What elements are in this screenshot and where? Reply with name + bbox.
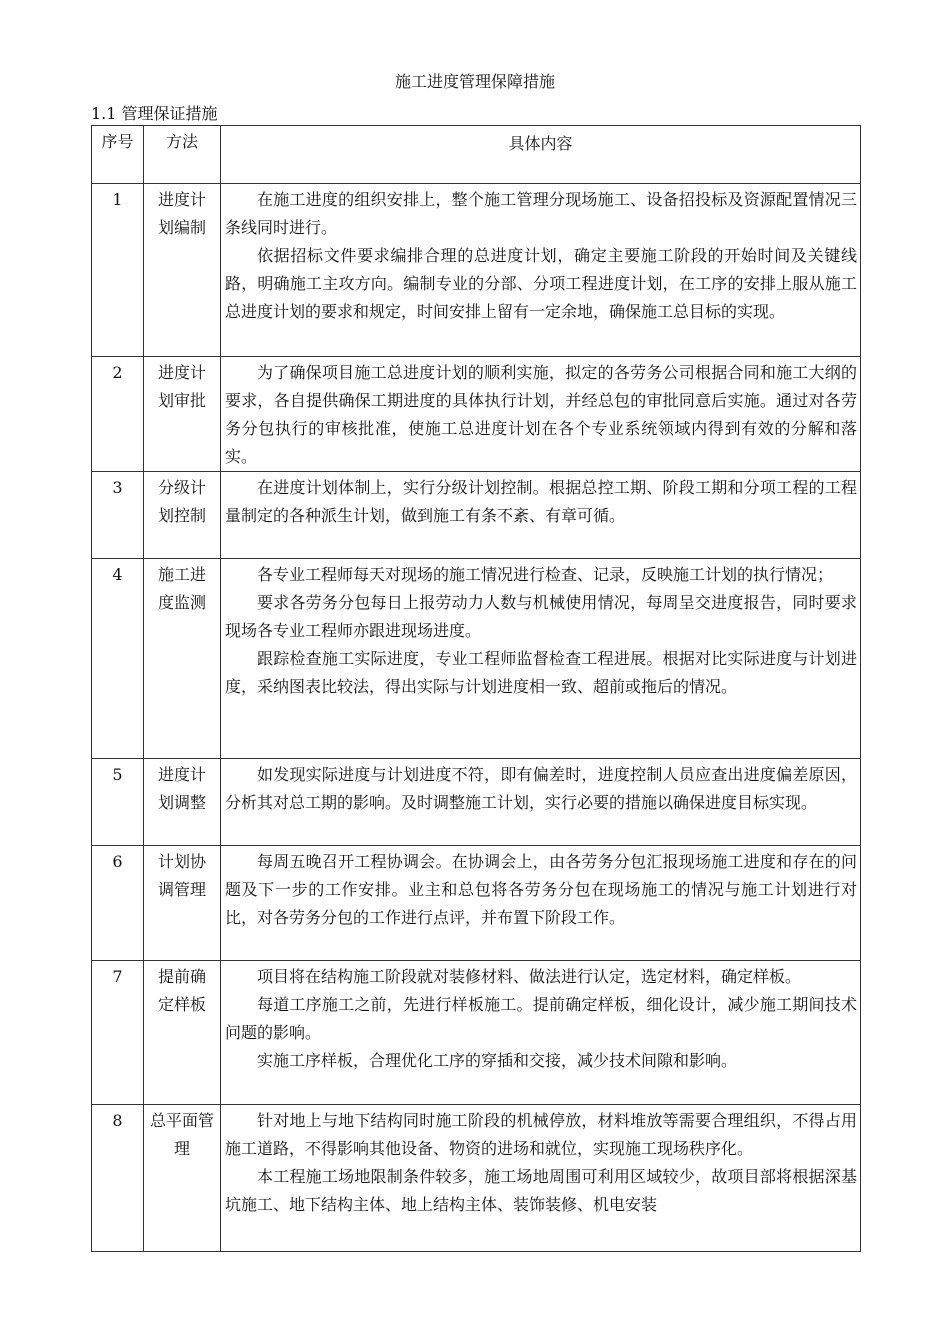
row-content [221,559,861,759]
table-row [92,759,861,846]
content-paragraph: 针对地上与地下结构同时施工阶段的机械停放，材料堆放等需要合理组织，不得占用施工道路，不得影响其他设备、物资的进场和就位，实现施工现场秩序化。 [225,1111,857,1158]
content-paragraph: 每周五晚召开工程协调会。在协调会上，由各劳务分包汇报现场施工进度和存在的问题及下一步的工作安排。业主和总包将各劳务分包在现场施工的情况与施工计划进行对比，对各劳务分包的工作进行点评，并布置下阶段工作。 [225,852,857,927]
content-clip [225,963,857,1104]
table-header-row [92,126,861,184]
content-paragraph: 跟踪检查施工实际进度，专业工程师监督检查工程进展。根据对比实际进度与计划进度，采纳图表比较法，得出实际与计划进度相一致、超前或拖后的情况。 [225,649,857,696]
content-paragraph: 为了确保项目施工总进度计划的顺利实施，拟定的各劳务公司根据合同和施工大纲的要求，各自提供确保工期进度的具体执行计划，并经总包的审批同意后实施。通过对各劳务分包执行的审核批准，使施工总进度计划在各个专业系统领域内得到有效的分解和落实。 [225,363,857,466]
table-row [92,559,861,759]
table-row [92,846,861,961]
content-paragraph: 要求各劳务分包每日上报劳动力人数与机械使用情况，每周呈交进度报告，同时要求现场各专业工程师亦跟进现场进度。 [225,593,857,640]
row-method: 施工进度监测 [144,559,221,759]
measures-table [91,125,861,1252]
row-content [221,472,861,559]
table-row [92,184,861,357]
document-title: 施工进度管理保障措施 [394,72,555,91]
row-method: 提前确定样板 [144,961,221,1105]
content-paragraph: 项目将在结构施工阶段就对装修材料、做法进行认定，选定材料，确定样板。 [257,967,802,986]
row-method: 计划协调管理 [144,846,221,961]
table-row [92,1105,861,1252]
content-paragraph: 在施工进度的组织安排上，整个施工管理分现场施工、设备招投标及资源配置情况三条线同时进行。 [225,190,857,237]
table-row [92,357,861,472]
row-content [221,759,861,846]
row-content [221,961,861,1105]
row-method: 总平面管理 [144,1105,221,1252]
row-content [221,846,861,961]
content-paragraph: 依据招标文件要求编排合理的总进度计划，确定主要施工阶段的开始时间及关键线路，明确施工主攻方向。编制专业的分部、分项工程进度计划，在工序的安排上服从施工总进度计划的要求和规定，时间安排上留有一定余地，确保施工总目标的实现。 [225,246,857,321]
row-num: 7 [92,961,144,1105]
row-num: 8 [92,1105,144,1252]
table-row [92,472,861,559]
row-method: 分级计划控制 [144,472,221,559]
row-content [221,184,861,357]
row-num: 2 [92,357,144,472]
content-paragraph: 本工程施工场地限制条件较多，施工场地周围可利用区域较少，故项目部将根据深基坑施工、地下结构主体、地上结构主体、装饰装修、机电安装 [225,1167,857,1214]
header-content: 具体内容 [221,126,861,184]
content-paragraph: 实施工序样板，合理优化工序的穿插和交接，减少技术间隙和影响。 [257,1051,738,1070]
row-method: 进度计划调整 [144,759,221,846]
content-clip [225,1107,857,1251]
row-num: 1 [92,184,144,357]
row-num: 6 [92,846,144,961]
row-method: 进度计划编制 [144,184,221,357]
row-num: 4 [92,559,144,759]
table-row [92,961,861,1105]
header-method: 方法 [144,126,221,184]
content-paragraph: 在进度计划体制上，实行分级计划控制。根据总控工期、阶段工期和分项工程的工程量制定的各种派生计划，做到施工有条不紊、有章可循。 [225,478,857,525]
section-heading: 1.1 管理保证措施 [91,104,218,123]
row-content [221,1105,861,1252]
content-paragraph: 每道工序施工之前，先进行样板施工。提前确定样板，细化设计，减少施工期间技术问题的影响。 [225,995,857,1042]
row-num: 3 [92,472,144,559]
row-content [221,357,861,472]
content-paragraph: 如发现实际进度与计划进度不符，即有偏差时，进度控制人员应查出进度偏差原因，分析其对总工期的影响。及时调整施工计划，实行必要的措施以确保进度目标实现。 [225,765,857,812]
content-paragraph: 各专业工程师每天对现场的施工情况进行检查、记录，反映施工计划的执行情况； [257,565,834,584]
row-num: 5 [92,759,144,846]
row-method: 进度计划审批 [144,357,221,472]
header-num: 序号 [92,126,144,184]
